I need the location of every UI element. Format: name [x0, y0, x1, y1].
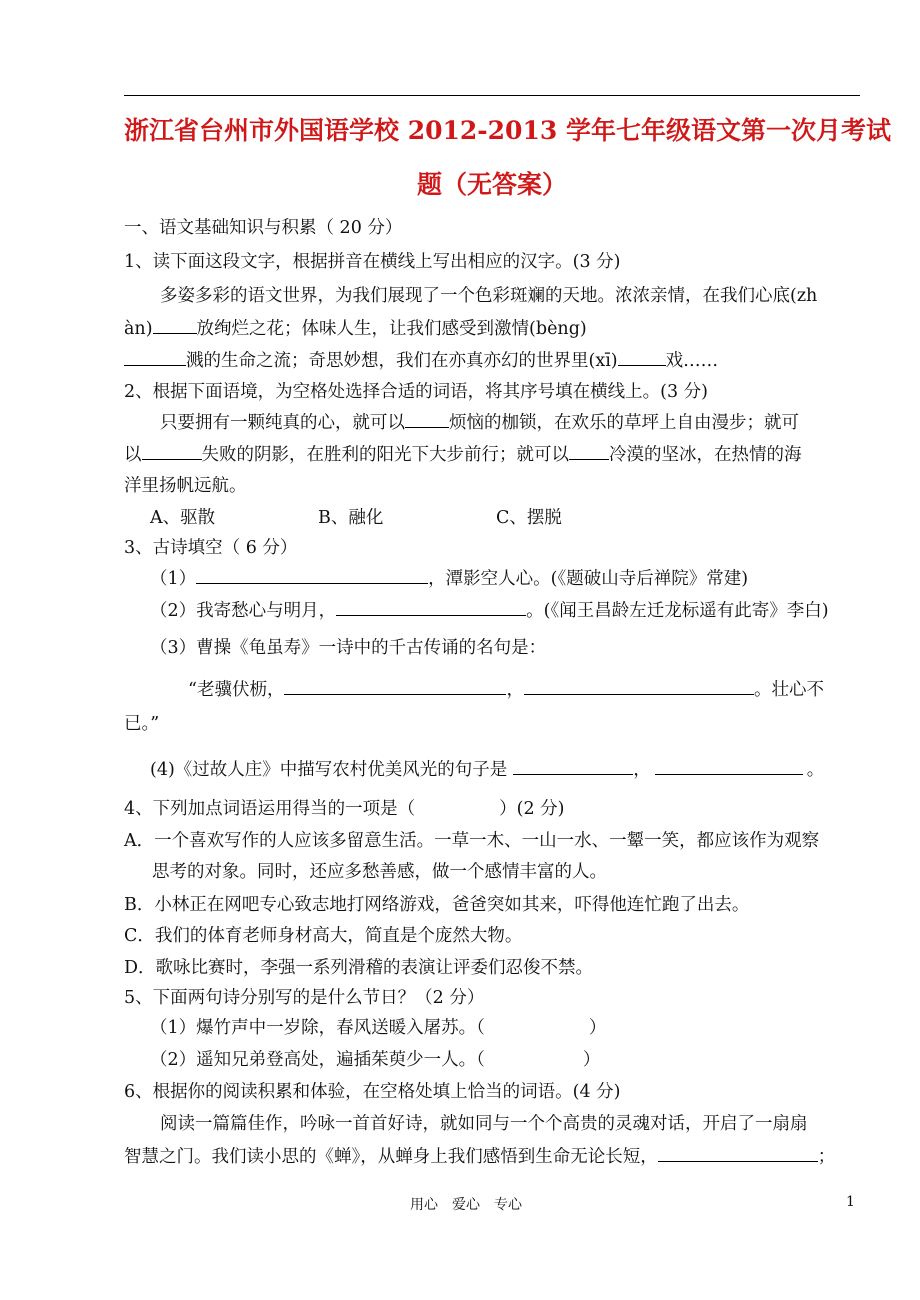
- q3-text: ，: [506, 680, 524, 700]
- answer-blank[interactable]: [618, 348, 666, 366]
- q2-paragraph-line2: [124, 442, 802, 467]
- q2-stem: 2、根据下面语境，为空格处选择合适的词语，将其序号填在横线上。(3 分): [124, 382, 708, 402]
- answer-blank[interactable]: [569, 442, 609, 460]
- q1-paragraph-line3: [124, 348, 718, 373]
- q3-item2: [150, 598, 829, 623]
- q2-text: 以: [124, 445, 142, 465]
- q3-text: （2）我寄愁心与明月，: [150, 601, 337, 621]
- answer-blank[interactable]: [196, 566, 428, 584]
- q3-text: 。: [806, 760, 825, 780]
- answer-blank[interactable]: [153, 316, 197, 334]
- q3-item3: （3）曹操《龟虽寿》一诗中的千古传诵的名句是：: [150, 638, 547, 658]
- q1-text: 溅的生命之流；奇思妙想，我们在亦真亦幻的世界里(xī): [186, 351, 618, 371]
- document-title-line2: 题（无答案）: [416, 170, 567, 199]
- q1-paragraph-line1: 多姿多彩的语文世界，为我们展现了一个色彩斑斓的天地。浓浓亲情，在我们心底(zh: [160, 286, 818, 306]
- q6-paragraph-line1: 阅读一篇篇佳作，吟咏一首首好诗，就如同与一个个高贵的灵魂对话，开启了一扇扇: [160, 1114, 808, 1134]
- q5-text: （1）爆竹声中一岁除，春风送暖入屠苏。（: [150, 1018, 485, 1038]
- header-rule: [124, 95, 860, 96]
- q4-option-c: C．我们的体育老师身材高大，简直是个庞然大物。: [124, 926, 523, 946]
- q4-option-d: D．歌咏比赛时，李强一系列滑稽的表演让评委们忍俊不禁。: [124, 958, 594, 978]
- page-number: 1: [846, 1194, 855, 1210]
- q1-paragraph-line2: [124, 316, 587, 341]
- q3-text: (4)《过故人庄》中描写农村优美风光的句子是: [150, 760, 508, 780]
- answer-blank[interactable]: [513, 757, 633, 775]
- q5-text: ）: [582, 1050, 601, 1070]
- q3-text: ，: [633, 760, 651, 780]
- q4-text: ）(2 分): [499, 799, 565, 819]
- q3-text: “老骥伏枥，: [188, 680, 285, 700]
- q2-text: 烦恼的枷锁，在欢乐的草坪上自由漫步；就可: [449, 413, 799, 433]
- q2-text: 失败的阴影，在胜利的阳光下大步前行；就可以: [201, 445, 569, 465]
- q3-item3-continuation: 已。”: [124, 714, 160, 734]
- q2-text: 冷漠的坚冰，在热情的海: [609, 445, 802, 465]
- page-footer-motto: 用心 爱心 专心: [410, 1197, 522, 1213]
- q6-stem: 6、根据你的阅读积累和体验，在空格处填上恰当的词语。(4 分): [124, 1082, 621, 1102]
- q3-item3-answer-line: [188, 677, 824, 702]
- q5-text: （2）遥知兄弟登高处，遍插茱萸少一人。（: [150, 1050, 485, 1070]
- q4-stem: [124, 797, 565, 821]
- q4-option-a-line1: A．一个喜欢写作的人应该多留意生活。一草一木、一山一水、一颦一笑，都应该作为观察: [124, 831, 820, 851]
- document-title-line1: 浙江省台州市外国语学校 2012-2013 学年七年级语文第一次月考试: [124, 116, 891, 145]
- answer-blank[interactable]: [124, 348, 186, 366]
- q4-text: 4、下列加点词语运用得当的一项是（: [124, 799, 416, 819]
- answer-blank[interactable]: [524, 677, 754, 695]
- q3-item1: [150, 566, 748, 591]
- answer-blank[interactable]: [405, 410, 449, 428]
- q5-stem: 5、下面两句诗分别写的是什么节日？（2 分）: [124, 988, 485, 1008]
- q2-paragraph-line3: 洋里扬帆远航。: [124, 476, 247, 496]
- q1-text: 戏……: [665, 351, 719, 371]
- q1-stem: 1、读下面这段文字，根据拼音在横线上写出相应的汉字。(3 分): [124, 252, 621, 272]
- q3-text: ，潭影空人心。(《题破山寺后禅院》常建): [428, 569, 749, 589]
- q3-item4: [150, 757, 824, 782]
- section-heading: 一、语文基础知识与积累（ 20 分）: [124, 218, 403, 238]
- q6-text: ；: [817, 1147, 836, 1167]
- q3-text: 。壮心不: [753, 680, 824, 700]
- q1-text: àn): [124, 319, 153, 339]
- q2-paragraph-line1: [160, 410, 799, 435]
- q5-item2: [150, 1048, 600, 1072]
- answer-blank[interactable]: [142, 442, 202, 460]
- answer-blank[interactable]: [336, 598, 526, 616]
- answer-blank[interactable]: [284, 677, 506, 695]
- q3-text: （1）: [150, 569, 197, 589]
- answer-blank[interactable]: [655, 757, 803, 775]
- q2-text: 只要拥有一颗纯真的心，就可以: [160, 413, 405, 433]
- q5-item1: [150, 1016, 606, 1040]
- q6-text: 智慧之门。我们读小思的《蝉》，从蝉身上我们感悟到生命无论长短，: [124, 1147, 658, 1167]
- q1-text: 放绚烂之花；体味人生，让我们感受到激情(bèng): [196, 319, 587, 339]
- q4-option-a-line2: 思考的对象。同时，还应多愁善感，做一个感情丰富的人。: [152, 862, 607, 882]
- q5-text: ）: [588, 1018, 607, 1038]
- q2-option-a: A、驱散: [150, 508, 216, 528]
- q3-stem: 3、古诗填空（ 6 分）: [124, 538, 298, 558]
- answer-blank[interactable]: [658, 1144, 818, 1162]
- q2-option-b: B、融化: [318, 508, 384, 528]
- q6-paragraph-line2: [124, 1144, 835, 1169]
- q2-option-c: C、摆脱: [496, 508, 562, 528]
- q4-option-b: B．小林正在网吧专心致志地打网络游戏，爸爸突如其来，吓得他连忙跑了出去。: [124, 895, 750, 915]
- q3-text: 。(《闻王昌龄左迁龙标遥有此寄》李白): [526, 601, 829, 621]
